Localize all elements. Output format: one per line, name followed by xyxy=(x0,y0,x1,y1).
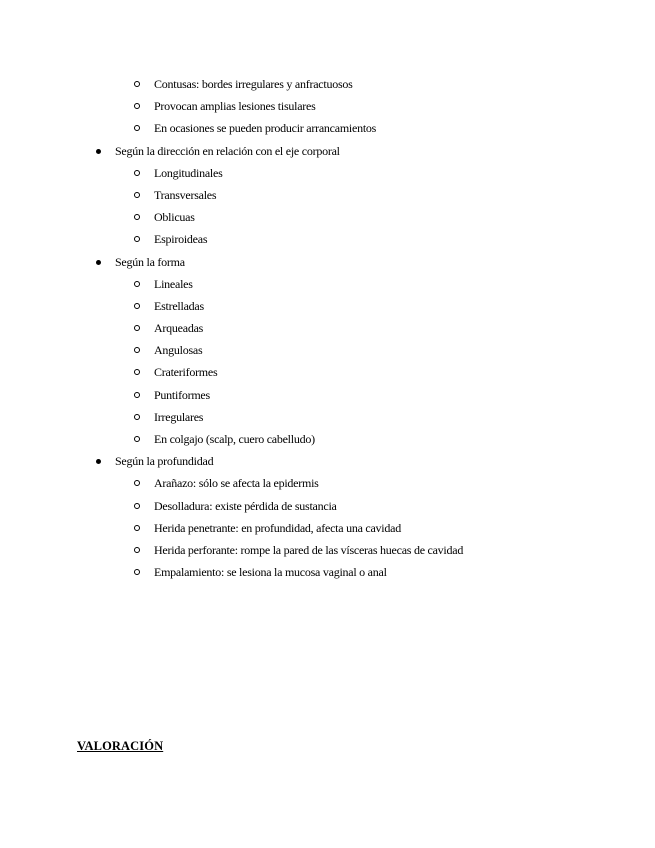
list-item-text: Transversales xyxy=(154,187,217,202)
intro-sublist xyxy=(0,73,463,140)
list-item-text: Provocan amplias lesiones tisulares xyxy=(154,99,316,114)
list-item-text: Lineales xyxy=(154,276,193,291)
section-title xyxy=(0,450,463,472)
list-item-text: Espiroideas xyxy=(154,232,208,247)
list-item xyxy=(0,472,463,494)
list-item xyxy=(0,561,463,583)
list-item-text: Irregulares xyxy=(154,409,204,424)
list-item xyxy=(0,495,463,517)
circle-bullet-icon xyxy=(134,480,140,486)
list-item-text: Arañazo: sólo se afecta la epidermis xyxy=(154,476,319,491)
list-item xyxy=(0,228,463,250)
list-item-text: Herida penetrante: en profundidad, afecta una cavidad xyxy=(154,520,401,535)
section-heading: VALORACIÓN xyxy=(77,739,164,753)
list-item-text: Contusas: bordes irregulares y anfractuosos xyxy=(154,77,353,91)
list-item xyxy=(0,117,463,139)
list-item xyxy=(0,95,463,117)
section-title xyxy=(0,251,463,273)
list-item xyxy=(0,162,463,184)
list-item-text: Empalamiento: se lesiona la mucosa vaginal o anal xyxy=(154,565,387,580)
list-item xyxy=(0,184,463,206)
circle-bullet-icon xyxy=(134,392,140,398)
list-item-text: Herida perforante: rompe la pared de las vísceras huecas de cavidad xyxy=(154,542,464,557)
list-item xyxy=(0,517,463,539)
wound-classification-list xyxy=(0,73,463,583)
circle-bullet-icon xyxy=(134,547,140,553)
section-sublist xyxy=(0,162,463,251)
circle-bullet-icon xyxy=(134,569,140,575)
list-item xyxy=(0,273,463,295)
list-item xyxy=(0,317,463,339)
intro-subitems xyxy=(0,73,463,140)
section-direction xyxy=(0,140,463,251)
circle-bullet-icon xyxy=(134,236,140,242)
section-depth xyxy=(0,450,463,583)
section-title xyxy=(0,140,463,162)
list-item-text: Oblicuas xyxy=(154,210,195,225)
circle-bullet-icon xyxy=(134,192,140,198)
list-item-text: Angulosas xyxy=(154,343,203,358)
list-item xyxy=(0,406,463,428)
disc-bullet-icon xyxy=(96,459,101,464)
list-item-text: Arqueadas xyxy=(154,321,204,336)
list-item xyxy=(0,539,463,561)
circle-bullet-icon xyxy=(134,281,140,287)
list-item xyxy=(0,73,463,95)
disc-bullet-icon xyxy=(96,149,101,154)
circle-bullet-icon xyxy=(134,103,140,109)
circle-bullet-icon xyxy=(134,303,140,309)
circle-bullet-icon xyxy=(134,347,140,353)
section-shape xyxy=(0,251,463,451)
list-item xyxy=(0,428,463,450)
list-item-text: Estrelladas xyxy=(154,298,204,313)
circle-bullet-icon xyxy=(134,503,140,509)
circle-bullet-icon xyxy=(134,325,140,331)
list-item xyxy=(0,295,463,317)
circle-bullet-icon xyxy=(134,214,140,220)
section-sublist xyxy=(0,273,463,451)
circle-bullet-icon xyxy=(134,125,140,131)
list-item xyxy=(0,206,463,228)
section-title-text: Según la dirección en relación con el eje corporal xyxy=(115,143,340,158)
circle-bullet-icon xyxy=(134,81,140,87)
circle-bullet-icon xyxy=(134,525,140,531)
circle-bullet-icon xyxy=(134,369,140,375)
list-item-text: Longitudinales xyxy=(154,165,223,180)
list-item xyxy=(0,384,463,406)
circle-bullet-icon xyxy=(134,414,140,420)
list-item xyxy=(0,339,463,361)
list-item-text: Desolladura: existe pérdida de sustancia xyxy=(154,498,337,513)
section-title-text: Según la forma xyxy=(115,254,185,269)
section-title-text: Según la profundidad xyxy=(115,454,214,469)
disc-bullet-icon xyxy=(96,260,101,265)
list-item-text: Crateriformes xyxy=(154,365,218,380)
list-item-text: En ocasiones se pueden producir arrancamientos xyxy=(154,121,377,136)
circle-bullet-icon xyxy=(134,436,140,442)
list-item-text: Puntiformes xyxy=(154,387,210,402)
circle-bullet-icon xyxy=(134,170,140,176)
list-item xyxy=(0,361,463,383)
list-item-text: En colgajo (scalp, cuero cabelludo) xyxy=(154,432,315,446)
section-sublist xyxy=(0,472,463,583)
